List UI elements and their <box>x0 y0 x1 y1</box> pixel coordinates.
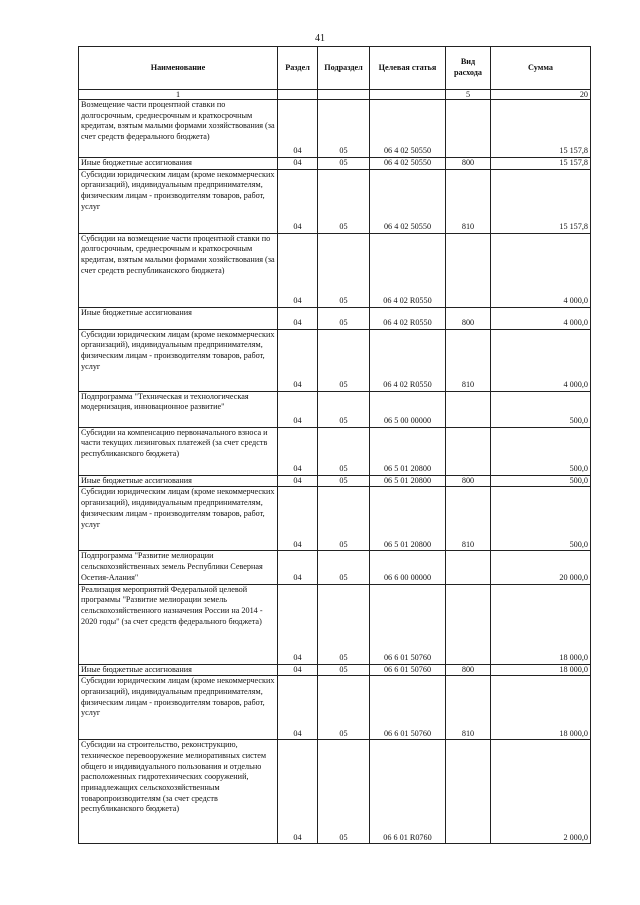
row-summa-cell: 2 000,0 <box>491 740 591 844</box>
table-row <box>79 427 591 475</box>
row-name-cell: Субсидии юридическим лицам (кроме некоммерческих организаций), индивидуальным предпринимателям, физическим лицам - производителям товаров, работ, услуг <box>79 487 278 551</box>
row-podrazdel-cell: 05 <box>318 676 370 740</box>
row-razdel-cell: 04 <box>278 664 318 676</box>
row-statya-cell: 06 4 02 R0550 <box>370 329 446 391</box>
row-vid-cell: 810 <box>446 169 491 233</box>
row-summa-cell: 18 000,0 <box>491 664 591 676</box>
row-name-cell: Реализация мероприятий Федеральной целевой программы "Развитие мелиорации земель сельскохозяйственного назначения России на 2014 - 2020 годы" (за счет средств федерального бюджета) <box>79 584 278 664</box>
row-summa-cell: 4 000,0 <box>491 233 591 307</box>
row-statya-cell: 06 6 01 50760 <box>370 664 446 676</box>
row-summa-cell: 4 000,0 <box>491 307 591 329</box>
row-vid-cell <box>446 551 491 584</box>
row-name-cell: Подпрограмма "Техническая и технологическая модернизация, инновационное развитие" <box>79 391 278 427</box>
page-number: 41 <box>315 33 325 44</box>
table-row <box>79 158 591 170</box>
table-row <box>79 664 591 676</box>
row-vid-cell: 810 <box>446 329 491 391</box>
column-index-cell: 5 <box>446 90 491 100</box>
row-statya-cell: 06 6 01 50760 <box>370 676 446 740</box>
column-index-cell <box>318 90 370 100</box>
row-name-cell: Иные бюджетные ассигнования <box>79 158 278 170</box>
row-statya-cell: 06 4 02 50550 <box>370 158 446 170</box>
row-name-cell: Подпрограмма "Развитие мелиорации сельскохозяйственных земель Республики Северная Осетия-Алания" <box>79 551 278 584</box>
row-name-cell: Субсидии на строительство, реконструкцию, техническое перевооружение мелиоративных систем общего и индивидуального пользования и отдельно расположенных гидротехнических сооружений, принадлежащих сельскохозяйственным товаропроизводителям (за счет средств республиканского бюджета) <box>79 740 278 844</box>
row-statya-cell: 06 6 00 00000 <box>370 551 446 584</box>
header-summa: Сумма <box>491 47 591 90</box>
row-statya-cell: 06 5 01 20800 <box>370 427 446 475</box>
row-podrazdel-cell: 05 <box>318 584 370 664</box>
row-summa-cell: 18 000,0 <box>491 676 591 740</box>
row-summa-cell: 500,0 <box>491 487 591 551</box>
row-razdel-cell: 04 <box>278 391 318 427</box>
row-name-cell: Субсидии юридическим лицам (кроме некоммерческих организаций), индивидуальным предпринимателям, физическим лицам - производителям товаров, работ, услуг <box>79 169 278 233</box>
row-razdel-cell: 04 <box>278 329 318 391</box>
row-podrazdel-cell: 05 <box>318 100 370 158</box>
row-vid-cell: 800 <box>446 475 491 487</box>
header-vid: Вид расхода <box>446 47 491 90</box>
row-vid-cell: 800 <box>446 664 491 676</box>
row-razdel-cell: 04 <box>278 487 318 551</box>
row-podrazdel-cell: 05 <box>318 329 370 391</box>
row-podrazdel-cell: 05 <box>318 487 370 551</box>
row-vid-cell: 810 <box>446 487 491 551</box>
row-name-cell: Субсидии юридическим лицам (кроме некоммерческих организаций), индивидуальным предпринимателям, физическим лицам - производителям товаров, работ, услуг <box>79 676 278 740</box>
row-vid-cell: 800 <box>446 158 491 170</box>
column-index-cell: 20 <box>491 90 591 100</box>
row-name-cell: Иные бюджетные ассигнования <box>79 307 278 329</box>
row-statya-cell: 06 6 01 R0760 <box>370 740 446 844</box>
row-podrazdel-cell: 05 <box>318 427 370 475</box>
row-name-cell: Субсидии юридическим лицам (кроме некоммерческих организаций), индивидуальным предпринимателям, физическим лицам - производителям товаров, работ, услуг <box>79 329 278 391</box>
table-row <box>79 100 591 158</box>
row-razdel-cell: 04 <box>278 100 318 158</box>
row-razdel-cell: 04 <box>278 584 318 664</box>
row-razdel-cell: 04 <box>278 158 318 170</box>
row-statya-cell: 06 4 02 50550 <box>370 169 446 233</box>
table-row <box>79 475 591 487</box>
table-row <box>79 391 591 427</box>
column-index-cell <box>278 90 318 100</box>
row-razdel-cell: 04 <box>278 676 318 740</box>
row-podrazdel-cell: 05 <box>318 307 370 329</box>
row-summa-cell: 500,0 <box>491 391 591 427</box>
row-statya-cell: 06 6 01 50760 <box>370 584 446 664</box>
row-podrazdel-cell: 05 <box>318 475 370 487</box>
row-summa-cell: 15 157,8 <box>491 100 591 158</box>
row-summa-cell: 500,0 <box>491 427 591 475</box>
row-summa-cell: 500,0 <box>491 475 591 487</box>
column-index-cell: 1 <box>79 90 278 100</box>
row-podrazdel-cell: 05 <box>318 391 370 427</box>
row-razdel-cell: 04 <box>278 307 318 329</box>
row-vid-cell <box>446 100 491 158</box>
row-podrazdel-cell: 05 <box>318 551 370 584</box>
column-index-row <box>79 90 591 100</box>
table-row <box>79 584 591 664</box>
table-row <box>79 740 591 844</box>
row-statya-cell: 06 5 01 20800 <box>370 475 446 487</box>
row-podrazdel-cell: 05 <box>318 233 370 307</box>
row-summa-cell: 18 000,0 <box>491 584 591 664</box>
header-statya: Целевая статья <box>370 47 446 90</box>
row-vid-cell <box>446 391 491 427</box>
row-statya-cell: 06 4 02 R0550 <box>370 233 446 307</box>
row-name-cell: Иные бюджетные ассигнования <box>79 664 278 676</box>
row-razdel-cell: 04 <box>278 427 318 475</box>
row-razdel-cell: 04 <box>278 740 318 844</box>
row-summa-cell: 20 000,0 <box>491 551 591 584</box>
row-vid-cell: 800 <box>446 307 491 329</box>
table-row <box>79 233 591 307</box>
budget-table <box>78 46 591 844</box>
row-name-cell: Субсидии на возмещение части процентной ставки по долгосрочным, среднесрочным и краткосрочным кредитам, взятым малыми формами хозяйствования (за счет средств республиканского бюджета) <box>79 233 278 307</box>
row-statya-cell: 06 4 02 50550 <box>370 100 446 158</box>
row-statya-cell: 06 4 02 R0550 <box>370 307 446 329</box>
row-razdel-cell: 04 <box>278 551 318 584</box>
table-row <box>79 551 591 584</box>
row-vid-cell <box>446 427 491 475</box>
header-row <box>79 47 591 90</box>
row-vid-cell <box>446 233 491 307</box>
row-podrazdel-cell: 05 <box>318 169 370 233</box>
row-vid-cell <box>446 584 491 664</box>
row-summa-cell: 15 157,8 <box>491 158 591 170</box>
row-name-cell: Субсидии на компенсацию первоначального взноса и части текущих лизинговых платежей (за счет средств республиканского бюджета) <box>79 427 278 475</box>
row-vid-cell <box>446 740 491 844</box>
column-index-cell <box>370 90 446 100</box>
row-summa-cell: 15 157,8 <box>491 169 591 233</box>
table-row <box>79 676 591 740</box>
header-name: Наименование <box>79 47 278 90</box>
row-name-cell: Иные бюджетные ассигнования <box>79 475 278 487</box>
row-razdel-cell: 04 <box>278 475 318 487</box>
row-name-cell: Возмещение части процентной ставки по долгосрочным, среднесрочным и краткосрочным кредитам, взятым малыми формами хозяйствования (за счет средств федерального бюджета) <box>79 100 278 158</box>
row-podrazdel-cell: 05 <box>318 740 370 844</box>
table-row <box>79 169 591 233</box>
row-summa-cell: 4 000,0 <box>491 329 591 391</box>
row-statya-cell: 06 5 01 20800 <box>370 487 446 551</box>
row-vid-cell: 810 <box>446 676 491 740</box>
header-razdel: Раздел <box>278 47 318 90</box>
row-razdel-cell: 04 <box>278 169 318 233</box>
header-podrazdel: Подраздел <box>318 47 370 90</box>
table-row <box>79 307 591 329</box>
row-podrazdel-cell: 05 <box>318 158 370 170</box>
table-row <box>79 487 591 551</box>
table-row <box>79 329 591 391</box>
row-podrazdel-cell: 05 <box>318 664 370 676</box>
row-statya-cell: 06 5 00 00000 <box>370 391 446 427</box>
row-razdel-cell: 04 <box>278 233 318 307</box>
